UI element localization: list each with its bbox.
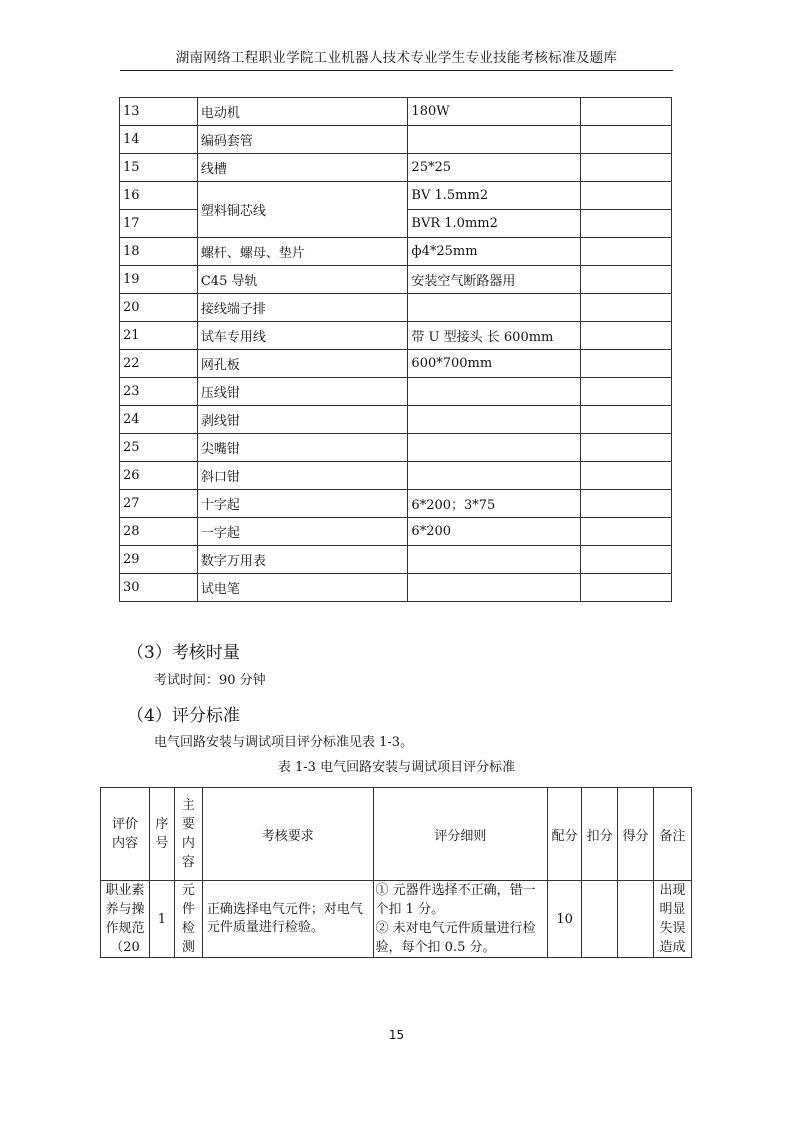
item-name: 塑料铜芯线 xyxy=(197,182,408,238)
item-note xyxy=(581,210,672,238)
table-row xyxy=(120,322,672,350)
table-row xyxy=(120,154,672,182)
item-note xyxy=(581,266,672,294)
table-row xyxy=(120,350,672,378)
row-number: 16 xyxy=(120,182,198,210)
item-note xyxy=(581,294,672,322)
table-caption: 表 1-3 电气回路安装与调试项目评分标准 xyxy=(277,760,516,775)
item-note xyxy=(581,322,672,350)
header-main: 主 要 内 容 xyxy=(174,788,202,881)
item-spec: 180W xyxy=(408,98,581,126)
item-note xyxy=(581,238,672,266)
row-number: 15 xyxy=(120,154,198,182)
cell-detail: ① 元器件选择不正确，错一个扣 1 分。 ② 未对电气元件质量进行检验，每个扣 0.5 分。 xyxy=(373,881,548,958)
item-spec xyxy=(408,574,581,602)
row-number: 17 xyxy=(120,210,198,238)
row-number: 21 xyxy=(120,322,198,350)
item-spec: ф4*25mm xyxy=(408,238,581,266)
item-spec: BV 1.5mm2 xyxy=(408,182,581,210)
section-heading-duration: （3）考核时量 xyxy=(127,643,240,663)
item-name: 试车专用线 xyxy=(197,322,408,350)
header-detail: 评分细则 xyxy=(373,788,548,881)
cell-remark: 出现 明显 失误 造成 xyxy=(654,881,692,958)
table-row xyxy=(120,518,672,546)
row-number: 29 xyxy=(120,546,198,574)
item-spec: 25*25 xyxy=(408,154,581,182)
item-note xyxy=(581,518,672,546)
item-spec: BVR 1.0mm2 xyxy=(408,210,581,238)
table-header-row xyxy=(101,788,692,881)
row-number: 18 xyxy=(120,238,198,266)
item-name: 螺杆、螺母、垫片 xyxy=(197,238,408,266)
table-row xyxy=(120,266,672,294)
header-remark: 备注 xyxy=(654,788,692,881)
row-number: 25 xyxy=(120,434,198,462)
header-got: 得分 xyxy=(618,788,654,881)
header-divider xyxy=(120,70,673,71)
table-row xyxy=(120,98,672,126)
page-header-title: 湖南网络工程职业学院工业机器人技术专业学生专业技能考核标准及题库 xyxy=(175,50,618,66)
item-name: 数字万用表 xyxy=(197,546,408,574)
header-content: 评价 内容 xyxy=(101,788,150,881)
item-name: 线槽 xyxy=(197,154,408,182)
item-note xyxy=(581,406,672,434)
item-note xyxy=(581,350,672,378)
header-deduct: 扣分 xyxy=(582,788,618,881)
item-note xyxy=(581,546,672,574)
header-score: 配分 xyxy=(548,788,582,881)
item-spec: 6*200 xyxy=(408,518,581,546)
item-spec: 6*200；3*75 xyxy=(408,490,581,518)
table-row xyxy=(120,490,672,518)
table-row xyxy=(120,182,672,210)
row-number: 23 xyxy=(120,378,198,406)
cell-requirement: 正确选择电气元件；对电气元件质量进行检验。 xyxy=(202,881,373,958)
item-note xyxy=(581,126,672,154)
item-spec xyxy=(408,378,581,406)
table-row xyxy=(120,574,672,602)
item-note xyxy=(581,574,672,602)
cell-content: 职业素 养与操 作规范 （20 xyxy=(101,881,150,958)
item-spec xyxy=(408,434,581,462)
page-number: 15 xyxy=(388,1028,405,1042)
item-spec xyxy=(408,462,581,490)
table-row xyxy=(120,434,672,462)
table-row xyxy=(120,294,672,322)
item-spec xyxy=(408,406,581,434)
cell-score: 10 xyxy=(548,881,582,958)
item-spec xyxy=(408,126,581,154)
item-name: 网孔板 xyxy=(197,350,408,378)
item-name: 试电笔 xyxy=(197,574,408,602)
item-note xyxy=(581,182,672,210)
item-note xyxy=(581,98,672,126)
row-number: 22 xyxy=(120,350,198,378)
row-number: 26 xyxy=(120,462,198,490)
item-name: 接线端子排 xyxy=(197,294,408,322)
row-number: 20 xyxy=(120,294,198,322)
cell-main: 元 件 检 测 xyxy=(174,881,202,958)
header-seq: 序 号 xyxy=(149,788,174,881)
row-number: 27 xyxy=(120,490,198,518)
item-note xyxy=(581,378,672,406)
item-note xyxy=(581,490,672,518)
table-row xyxy=(120,462,672,490)
item-name: 一字起 xyxy=(197,518,408,546)
row-number: 24 xyxy=(120,406,198,434)
item-spec xyxy=(408,294,581,322)
cell-got xyxy=(618,881,654,958)
section-heading-scoring: （4）评分标准 xyxy=(127,706,240,726)
row-number: 28 xyxy=(120,518,198,546)
item-name: C45 导轨 xyxy=(197,266,408,294)
scoring-table xyxy=(100,787,692,958)
row-number: 13 xyxy=(120,98,198,126)
table-row xyxy=(120,238,672,266)
item-spec xyxy=(408,546,581,574)
row-number: 14 xyxy=(120,126,198,154)
item-name: 十字起 xyxy=(197,490,408,518)
table-row xyxy=(120,378,672,406)
item-note xyxy=(581,462,672,490)
item-note xyxy=(581,434,672,462)
cell-deduct xyxy=(582,881,618,958)
exam-duration-text: 考试时间：90 分钟 xyxy=(154,673,266,688)
row-number: 19 xyxy=(120,266,198,294)
item-spec: 600*700mm xyxy=(408,350,581,378)
item-name: 剥线钳 xyxy=(197,406,408,434)
item-note xyxy=(581,154,672,182)
item-name: 尖嘴钳 xyxy=(197,434,408,462)
table-row xyxy=(120,546,672,574)
equipment-table xyxy=(119,97,672,602)
table-row xyxy=(101,881,692,958)
item-spec: 安装空气断路器用 xyxy=(408,266,581,294)
row-number: 30 xyxy=(120,574,198,602)
item-name: 斜口钳 xyxy=(197,462,408,490)
scoring-intro-text: 电气回路安装与调试项目评分标准见表 1-3。 xyxy=(154,735,414,750)
table-row xyxy=(120,126,672,154)
item-name: 编码套管 xyxy=(197,126,408,154)
cell-seq: 1 xyxy=(149,881,174,958)
table-row xyxy=(120,406,672,434)
item-name: 压线钳 xyxy=(197,378,408,406)
header-requirement: 考核要求 xyxy=(202,788,373,881)
item-spec: 带 U 型接头 长 600mm xyxy=(408,322,581,350)
item-name: 电动机 xyxy=(197,98,408,126)
